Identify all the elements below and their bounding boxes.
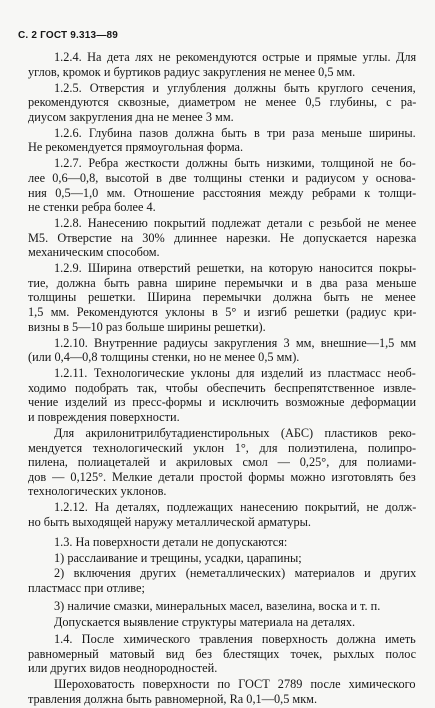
text-line: 1.2.4. На дета лях не рекомендуются острые и прямые углы. Для	[54, 50, 416, 64]
text-line: Для акрилонитрилбутадиенстирольных (АБС) пластиков реко-	[54, 425, 416, 440]
paragraph	[28, 126, 416, 155]
text-line: ходимо подобрать так, чтобы обеспечить беспрепятственное извле-	[28, 380, 416, 395]
text-line: 1.2.10. Внутренние радиусы закругления 3 мм, внешние—1,5 мм	[54, 335, 416, 350]
text-line: визны в 5—10 раз больше ширины решетки).	[28, 319, 266, 334]
text-line: 1.2.11. Технологические уклоны для изделий из пластмасс необ-	[54, 366, 416, 381]
paragraph	[28, 366, 416, 424]
paragraph	[28, 566, 416, 595]
paragraph	[28, 426, 416, 499]
text-line: Допускается выявление структуры материала на деталях.	[54, 614, 356, 629]
text-line: Шероховатость поверхности по ГОСТ 2789 после химического	[54, 677, 416, 692]
paragraph	[28, 677, 416, 706]
paragraph	[28, 632, 416, 676]
text-line: 2) включения других (неметаллических) материалов и других	[54, 566, 416, 581]
text-line: 1.2.7. Ребра жесткости должны быть низкими, толщиной не бо-	[54, 156, 416, 171]
page-header: С. 2 ГОСТ 9.313—89	[18, 30, 119, 41]
text-line: но быть выходящей наружу металлической арматуры.	[28, 514, 311, 529]
text-line: равномерный матовый вид без блестящих точек, рыхлых полос	[28, 646, 416, 661]
text-line: технологических уклонов.	[28, 484, 167, 499]
paragraph	[28, 50, 416, 79]
text-line: толщины решетки. Ширина перемычки должна быть не менее	[28, 290, 416, 305]
text-line: 1.2.8. Нанесению покрытий подлежат детали с резьбой не менее	[54, 216, 416, 231]
text-line: чение изделий из пресс-формы и исключить возможные деформации	[28, 395, 416, 410]
paragraph	[28, 156, 416, 214]
paragraph	[28, 535, 416, 550]
paragraph	[28, 551, 416, 566]
text-line: углов, кромок и буртиков радиус закругления не менее 0,5 мм.	[28, 64, 356, 79]
text-line: или других видов неоднородностей.	[28, 661, 218, 676]
text-line: 1.2.9. Ширина отверстий решетки, на которую наносится покры-	[54, 261, 416, 276]
paragraph	[28, 81, 416, 125]
text-line: мендуется технологический уклон 1°, для полиэтилена, полипро-	[28, 440, 416, 455]
text-line: дов — 0,125°. Мелкие детали простой формы можно изготовлять без	[28, 469, 416, 484]
text-line: 1.4. После химического травления поверхность должна иметь	[54, 632, 416, 647]
paragraph	[28, 336, 416, 365]
paragraph	[28, 599, 416, 614]
text-line: 1,5 мм. Рекомендуются уклоны в 5° и изгиб решетки (радиус кри-	[28, 305, 416, 320]
text-line: 3) наличие смазки, минеральных масел, вазелина, воска и т. п.	[54, 598, 381, 613]
text-line: не стенки ребра более 4.	[28, 200, 156, 215]
document-body	[28, 50, 416, 708]
text-line: механическим способом.	[28, 245, 160, 260]
paragraph	[28, 615, 416, 630]
text-line: 1.2.5. Отверстия и углубления должны быть круглого сечения,	[54, 80, 416, 95]
text-line: 1.2.12. На деталях, подлежащих нанесению покрытий, не долж-	[54, 500, 416, 515]
text-line: М5. Отверстие на 30% длиннее нарезки. Не допускается нарезка	[28, 230, 416, 245]
text-line: 1) расслаивание и трещины, усадки, царапины;	[54, 550, 302, 565]
text-line: (или 0,4—0,8 толщины стенки, но не менее 0,5 мм).	[28, 350, 300, 365]
text-line: и повреждения поверхности.	[28, 409, 180, 424]
text-line: рекомендуются сквозные, диаметром не менее 0,5 глубины, с ра-	[28, 95, 416, 110]
paragraph	[28, 500, 416, 529]
text-line: ния 0,5—1,0 мм. Отношение расстояния между ребрами к толщи-	[28, 185, 416, 200]
text-line: пилена, полиацеталей и акриловых смол — 0,25°, для полиами-	[28, 455, 416, 470]
text-line: травления должна быть равномерной, Ra 0,1—0,5 мкм.	[28, 692, 318, 707]
text-line: Не рекомендуется прямоугольная форма.	[28, 140, 244, 155]
text-line: лее 0,6—0,8, высотой в две толщины стенки и радиусом у основа-	[28, 170, 416, 185]
text-line: 1.2.6. Глубина пазов должна быть в три раза меньше ширины.	[54, 125, 416, 140]
paragraph	[28, 216, 416, 260]
text-line: пластмасс при отливе;	[28, 581, 145, 596]
text-line: диусом закругления дна не менее 3 мм.	[28, 109, 234, 124]
text-line: тие, должна быть равна ширине перемычки и в два раза меньше	[28, 275, 416, 290]
paragraph	[28, 261, 416, 334]
text-line: 1.3. На поверхности детали не допускаются:	[54, 534, 288, 549]
